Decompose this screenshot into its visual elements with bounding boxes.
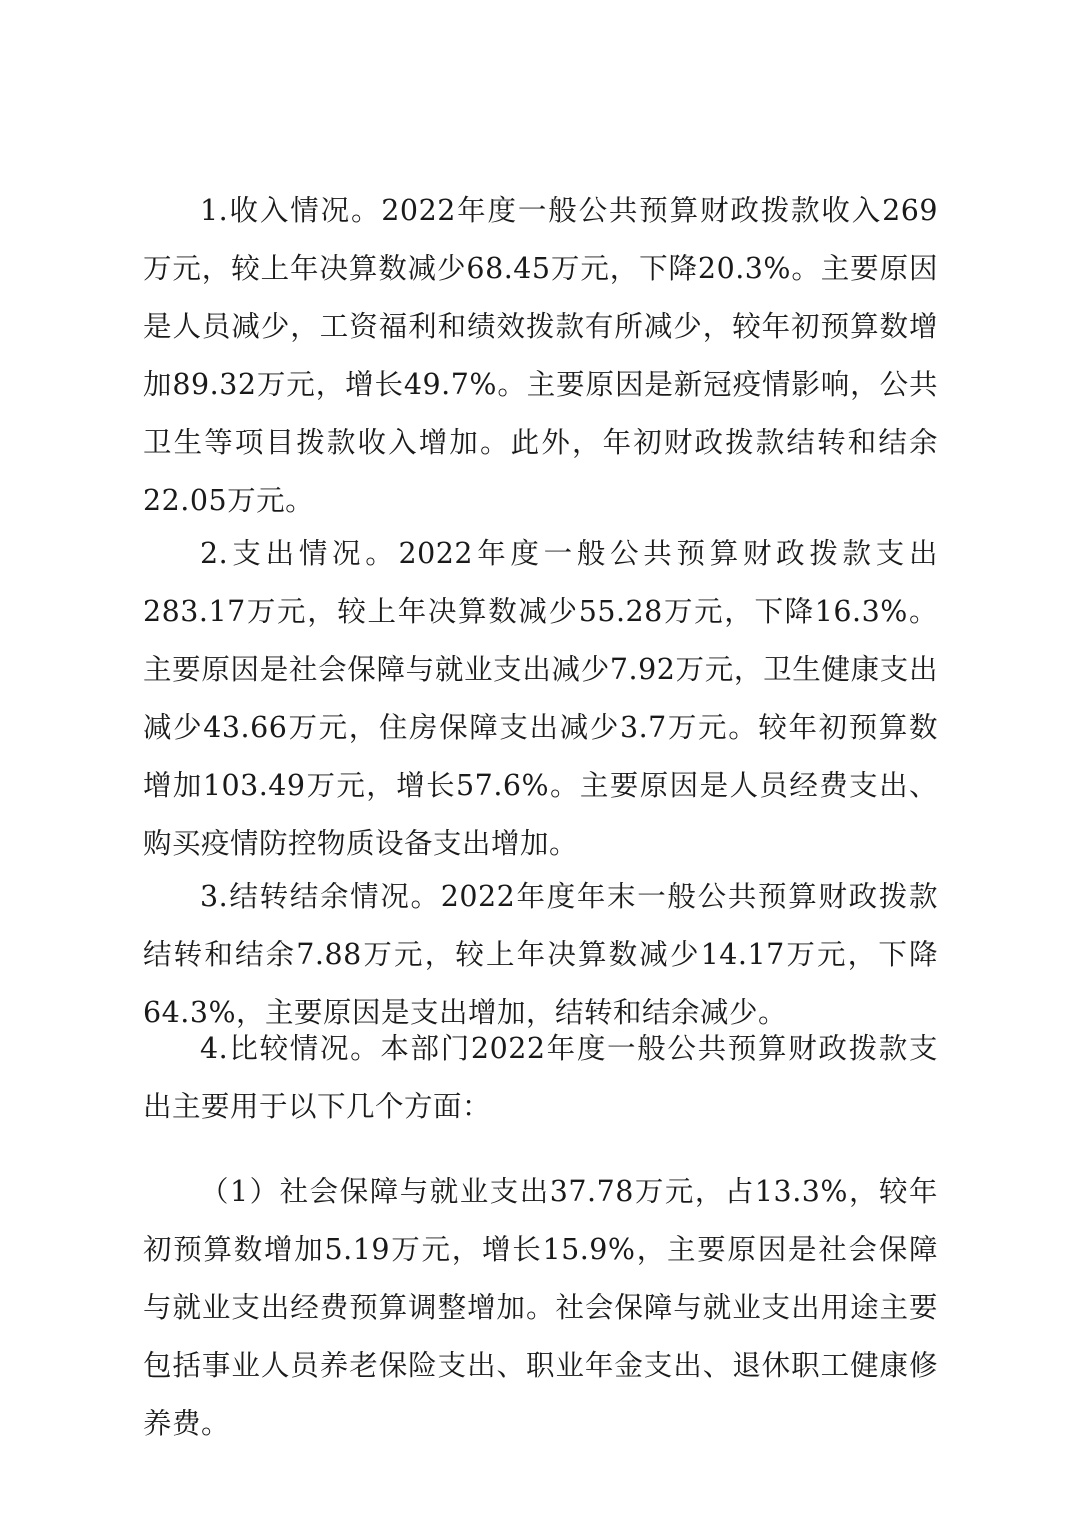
paragraph-social-security: （1）社会保障与就业支出37.78万元，占13.3%，较年初预算数增加5.19万元，增长15.9%，主要原因是社会保障与就业支出经费预算调整增加。社会保障与就业支出用途主要包括事业人员养老保险支出、职业年金支出、退休职工健康修养费。: [143, 1175, 938, 1440]
paragraph-income: 1.收入情况。2022年度一般公共预算财政拨款收入269万元，较上年决算数减少68.45万元，下降20.3%。主要原因是人员减少，工资福利和绩效拨款有所减少，较年初预算数增加89.32万元，增长49.7%。主要原因是新冠疫情影响，公共卫生等项目拨款收入增加。此外，年初财政拨款结转和结余22.05万元。: [143, 194, 938, 517]
paragraph-expenditure: 2.支出情况。2022年度一般公共预算财政拨款支出283.17万元，较上年决算数减少55.28万元，下降16.3%。主要原因是社会保障与就业支出减少7.92万元，卫生健康支出减少43.66万元，住房保障支出减少3.7万元。较年初预算数增加103.49万元，增长57.6%。主要原因是人员经费支出、购买疫情防控物质设备支出增加。: [143, 537, 938, 860]
paragraph-carryover-balance: 3.结转结余情况。2022年度年末一般公共预算财政拨款结转和结余7.88万元，较上年决算数减少14.17万元，下降64.3%，主要原因是支出增加，结转和结余减少。: [143, 880, 938, 1029]
paragraph-comparison: 4.比较情况。本部门2022年度一般公共预算财政拨款支出主要用于以下几个方面：: [143, 1032, 938, 1123]
